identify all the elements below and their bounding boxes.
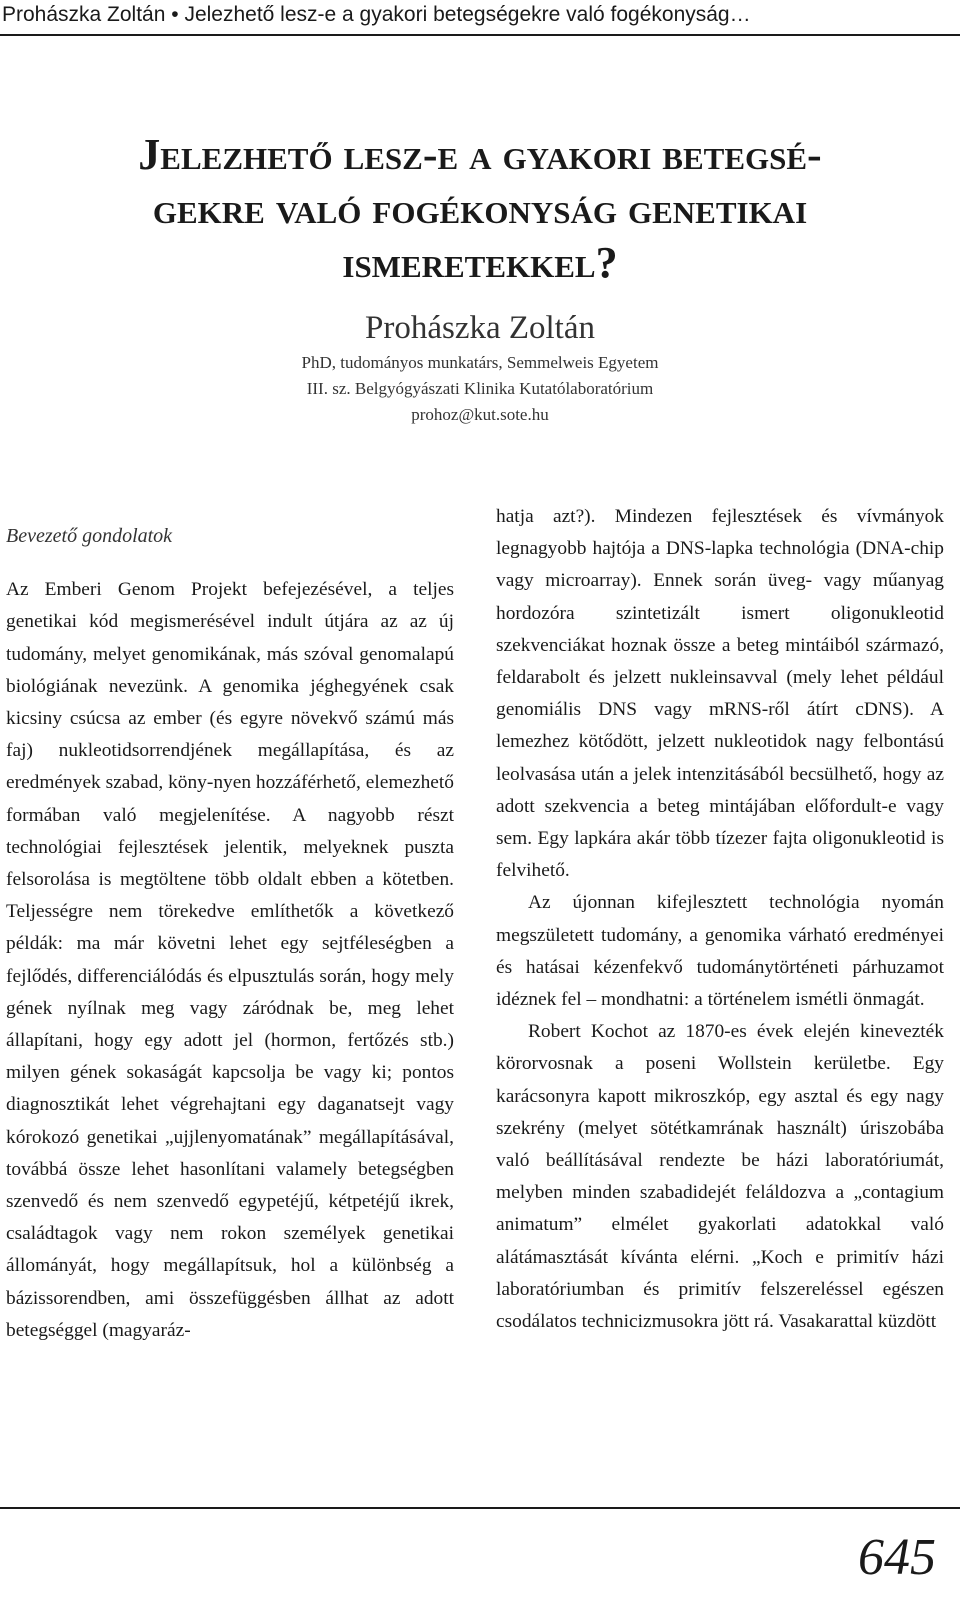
body-paragraph: hatja azt?). Mindezen fejlesztések és vívmányok legnagyobb hajtója a DNS-lapka technológia (DNA-chip vagy microarray). Ennek során üveg- vagy műanyag hordozóra szintetizált ismert oligonukleotid szekvenciákat hoznak össze a beteg mintáiból származó, feldarabolt és jelzett nukleinsavval (mely lehet például genomiális DNS vagy mRNS-ről átírt cDNS). A lemezhez kötődött, jelzett nukleotidok nagy felbontású leolvasása után a jelek intenzitásából becsülhető, hogy az adott szekvencia a beteg mintájában előfordult-e vagy sem. Egy lapkára akár több tízezer fajta oligonukleotid is felvihető.	[496, 506, 944, 882]
running-head: Prohászka Zoltán • Jelezhető lesz-e a gyakori betegségekre való fogékonyság…	[2, 3, 751, 26]
header-rule	[0, 34, 960, 36]
section-heading: Bevezető gondolatok	[6, 525, 173, 547]
left-column	[6, 520, 454, 1347]
footer-rule	[0, 1507, 960, 1509]
author-name: Prohászka Zoltán	[364, 310, 596, 346]
affiliation-line: III. sz. Belgyógyászati Klinika Kutatólaboratórium	[306, 379, 654, 398]
article-title	[0, 128, 960, 290]
body-paragraph: Az újonnan kifejlesztett technológia nyomán megszületett tudomány, a genomika várható eredményei és hatásai kézenfekvő tudománytörténeti párhuzamot idéznek fel – mondhatni: a történelem ismétli önmagát.	[496, 892, 944, 1011]
title-line: ismeretekkel?	[342, 238, 618, 287]
title-line: Jelezhető lesz-e a gyakori betegsé-	[138, 130, 822, 179]
author-email: prohoz@kut.sote.hu	[411, 405, 549, 424]
title-line: gekre való fogékonyság genetikai	[152, 184, 808, 233]
affiliation-line: PhD, tudományos munkatárs, Semmelweis Egyetem	[301, 353, 659, 372]
body-paragraph: Az Emberi Genom Projekt befejezésével, a teljes genetikai kód megismerésével indult útjára az az új tudomány, melyet genomikának, más szóval genomalapú biológiának nevezünk. A genomika jéghegyének csak kicsiny csúcsa az ember (és egyre növekvő számú más faj) nukleotidsorrendjének megállapítása, és az eredmények szabad, köny-nyen hozzáférhető, elemezhető formában való megjelenítése. A nagyobb részt technológiai fejlesztések jelentik, melyeknek puszta felsorolása is megtöltene több oldalt ebben a kötetben. Teljességre nem törekedve említhetők a következő példák: ma már követni lehet egy sejtféleségben a fejlődés, differenciálódás és elpusztulás során, hogy mely gének nyílnak meg vagy záródnak be, meg lehet állapítani, hogy egy adott jel (hormon, fertőzés stb.) milyen gének sokaságát kapcsolja be vagy ki; pontos diagnosztikát lehet végrehajtani egy daganatsejt vagy kórokozó genetikai „ujjlenyomatának” megállapításával, továbbá össze lehet hasonlítani valamely betegségben szenvedő és nem szenvedő egypetéjű, kétpetéjű ikrek, családtagok vagy nem rokon személyek genetikai állományát, hogy megállapítsuk, hol a különbség a bázissorendben, ami összefüggésben állhat az adott betegséggel (magyaráz-	[6, 579, 454, 1341]
page-number: 645	[858, 1529, 936, 1586]
right-column	[496, 501, 944, 1338]
body-paragraph: Robert Kochot az 1870-es évek elején kinevezték körorvosnak a poseni Wollstein kerületbe. Egy karácsonyra kapott mikroszkóp, egy asztal és egy nagy szekrény (melyet sötétkamrának használt) úriszobába való beállításával rendezte be házi laboratóriumát, melyben minden szabadidejét feláldozva a „contagium animatum” elmélet gyakorlati adatokkal való alátámasztását kívánta elérni. „Koch e primitív házi laboratóriumban és primitív felszereléssel egészen csodálatos technicizmusokra jött rá. Vasakarattal küzdött	[496, 1021, 944, 1333]
author-affiliation	[0, 350, 960, 428]
